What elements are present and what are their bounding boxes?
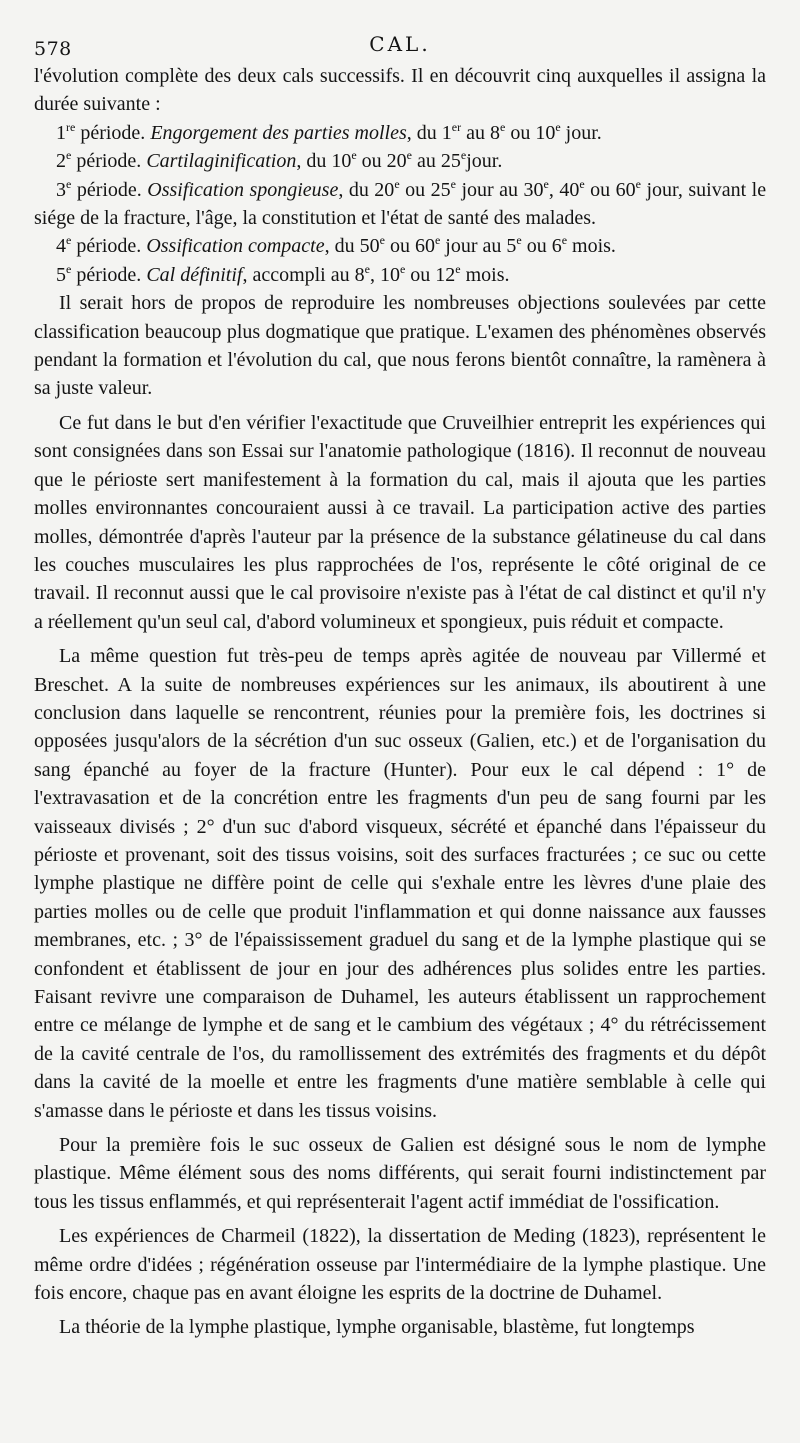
body-text: [34, 62, 766, 1342]
paragraph-lymphe-plastique: Pour la première fois le suc osseux de Galien est désigné sous le nom de lymphe plastique. Même élément sous des noms différents, qui serait fourni indistinctement par tous les tissus enflammés, et qui représenterait l'agent actif immédiat de l'ossification.: [34, 1134, 766, 1213]
page-header: [34, 32, 766, 62]
page-number: 578: [34, 38, 72, 60]
period-name: Ossification spongieuse: [147, 178, 339, 201]
paragraph-villerme-breschet: La même question fut très-peu de temps après agitée de nouveau par Villermé et Breschet. A la suite de nombreuses expériences sur les animaux, ils aboutirent à une conclusion dans laquelle se rencontrent, réunies pour la première fois, les doctrines si opposées jusqu'alors de la sécrétion d'un suc osseux (Galien, etc.) et de l'organisation du sang épanché au foyer de la fracture (Hunter). Pour eux le cal dépend : 1° de l'extravasation et de la concrétion entre les fragments d'un peu de sang fourni par les vaisseaux divisés ; 2° d'un suc d'abord visqueux, sécrété et épanché dans l'épaisseur du périoste et provenant, soit des tissus voisins, soit des surfaces fracturées ; ce suc ou cette lymphe plastique ne diffère point de celle qui s'exhale entre les lèvres d'une plaie des parties molles ou de celle que produit l'inflammation et qui donne naissance aux fausses membranes, etc. ; 3° de l'épaississement graduel du sang et de la lymphe plastique qui se confondent et établissent de jour en jour des adhérences plus solides entre les parties. Faisant revivre une comparaison de Duhamel, les auteurs établissent un rapprochement entre ce mélange de lymphe et de sang et le cambium des végétaux ; 4° du rétrécissement de la cavité centrale de l'os, du ramollissement des extrémités des fragments et du dépôt dans la cavité de la moelle et entre les fragments d'une matière semblable à celle qui s'amasse dans le périoste et dans les tissus voisins.: [34, 645, 766, 1122]
intro-paragraph: l'évolution complète des deux cals successifs. Il en découvrit cinq auxquelles il assigna la durée suivante :: [34, 65, 766, 116]
period-5: 5e période. Cal définitif, accompli au 8e, 10e ou 12e mois.: [56, 261, 510, 286]
running-head: CAL.: [369, 32, 431, 56]
period-name: Engorgement des parties molles: [150, 121, 407, 144]
paragraph-cruveilhier: Ce fut dans le but d'en vérifier l'exactitude que Cruveilhier entreprit les expériences qui sont consignées dans son Essai sur l'anatomie pathologique (1816). Il reconnut de nouveau que le périoste sert manifestement à la formation du cal, mais il ajouta que les parties molles environnantes concouraient aussi à ce travail. La participation active des parties molles, démontrée d'après l'auteur par la présence de la substance gélatineuse du cal dans les couches musculaires les plus rapprochées de l'os, représente le côté original de ce travail. Il reconnut aussi que le cal provisoire n'existe pas à l'état de cal distinct et qu'il n'y a réellement qu'un seul cal, d'abord volumineux et spongieux, puis réduit et compacte.: [34, 411, 766, 633]
paragraph-charmeil-meding: Les expériences de Charmeil (1822), la dissertation de Meding (1823), représentent le même ordre d'idées ; régénération osseuse par l'intermédiaire de la lymphe plastique. Une fois encore, chaque pas en avant éloigne les esprits de la doctrine de Duhamel.: [34, 1225, 766, 1305]
period-3: 3e période. Ossification spongieuse, du 20e ou 25e jour au 30e, 40e ou 60e jour, suivant le siége de la fracture, l'âge, la constitution et l'état de santé des malades.: [34, 176, 767, 230]
period-name: Cartilaginification: [146, 150, 297, 173]
period-2: 2e période. Cartilaginification, du 10e ou 20e au 25ejour.: [56, 148, 503, 173]
paragraph-theorie: La théorie de la lymphe plastique, lymphe organisable, blastème, fut longtemps: [59, 1316, 695, 1339]
period-1: 1re période. Engorgement des parties molles, du 1er au 8e ou 10e jour.: [56, 119, 602, 144]
period-name: Cal définitif: [146, 263, 243, 286]
period-name: Ossification compacte: [146, 235, 325, 258]
period-4: 4e période. Ossification compacte, du 50e ou 60e jour au 5e ou 6e mois.: [56, 233, 616, 258]
paragraph-classification-critique: Il serait hors de propos de reproduire les nombreuses objections soulevées par cette classification beaucoup plus dogmatique que pratique. L'examen des phénomènes observés pendant la formation et l'évolution du cal, que nous ferons bientôt connaître, la ramènera à sa juste valeur.: [34, 292, 766, 400]
